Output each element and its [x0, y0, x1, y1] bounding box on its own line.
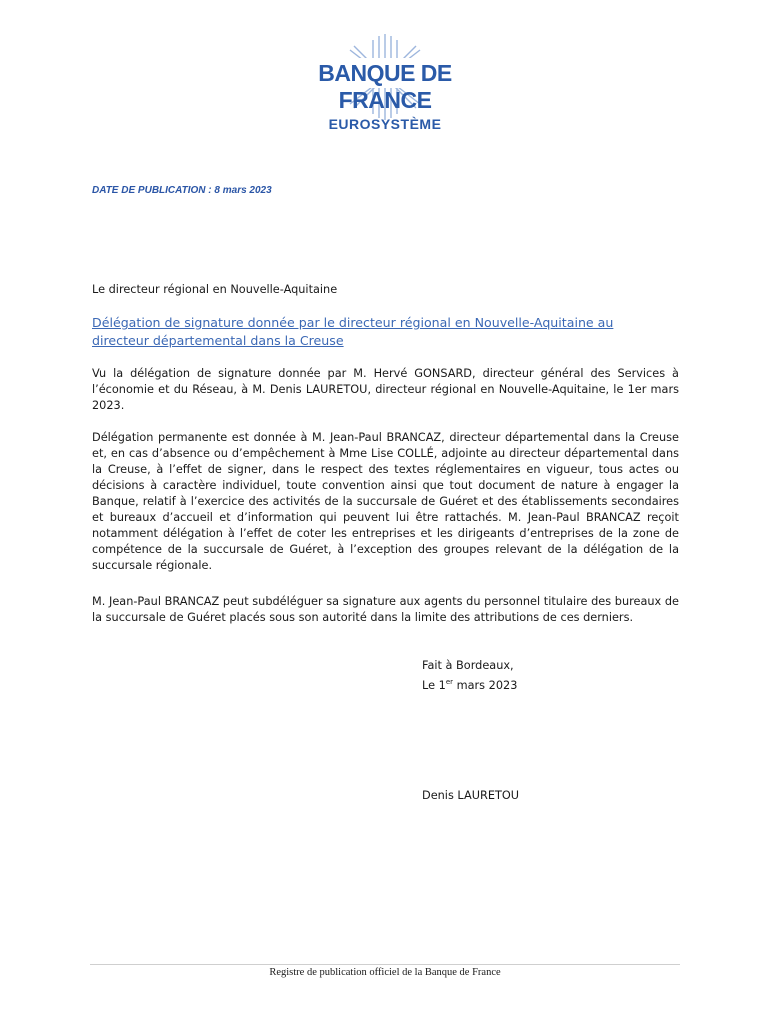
publication-date: DATE DE PUBLICATION : 8 mars 2023: [92, 185, 272, 196]
signature-date: [422, 674, 517, 694]
logo-name: BANQUE DE FRANCE: [318, 60, 452, 113]
issuer-line: Le directeur régional en Nouvelle-Aquitaine: [92, 283, 338, 296]
banque-de-france-logo: [270, 32, 500, 142]
signer-name: Denis LAURETOU: [422, 789, 520, 802]
footer-text: Registre de publication officiel de la Banque de France: [269, 967, 501, 978]
date-superscript: er: [445, 678, 454, 686]
paragraph-3: M. Jean-Paul BRANCAZ peut subdéléguer sa signature aux agents du personnel titulaire des bureaux de la succursale de Guéret placés sous son autorité dans la limite des attributions de ces derniers.: [92, 595, 679, 624]
signature-place-date: [422, 657, 517, 694]
paragraph-1: Vu la délégation de signature donnée par M. Hervé GONSARD, directeur général des Services à l’économie et du Réseau, à M. Denis LAURETOU, directeur régional en Nouvelle-Aquitaine, le 1er mars 2023.: [92, 367, 679, 412]
footer-divider: [90, 964, 680, 965]
date-suffix: mars 2023: [453, 678, 518, 692]
signature-place: Fait à Bordeaux,: [422, 659, 514, 672]
logo-subtitle: EUROSYSTÈME: [328, 116, 442, 132]
document-title: Délégation de signature donnée par le directeur régional en Nouvelle-Aquitaine au directeur départemental dans la Creuse: [92, 315, 614, 348]
paragraph-2: Délégation permanente est donnée à M. Jean-Paul BRANCAZ, directeur départemental dans la Creuse et, en cas d’absence ou d’empêchement à Mme Lise COLLÉ, adjointe au directeur départemental dans la Creuse, à l’effet de signer, dans le respect des textes réglementaires en vigueur, tous actes ou décisions à caractère individuel, toute convention ainsi que tout document de nature à engager la Banque, relatif à l’exercice des activités de la succursale de Guéret et des établissements secondaires et bureaux d’accueil et d’information qui peuvent lui être rattachés. M. Jean-Paul BRANCAZ reçoit notamment délégation à l’effet de coter les entreprises et les dirigeants d’entreprises de la zone de compétence de la succursale de Guéret, à l’exception des groupes relevant de la délégation de la succursale régionale.: [92, 431, 679, 572]
date-prefix: Le 1: [422, 678, 446, 692]
